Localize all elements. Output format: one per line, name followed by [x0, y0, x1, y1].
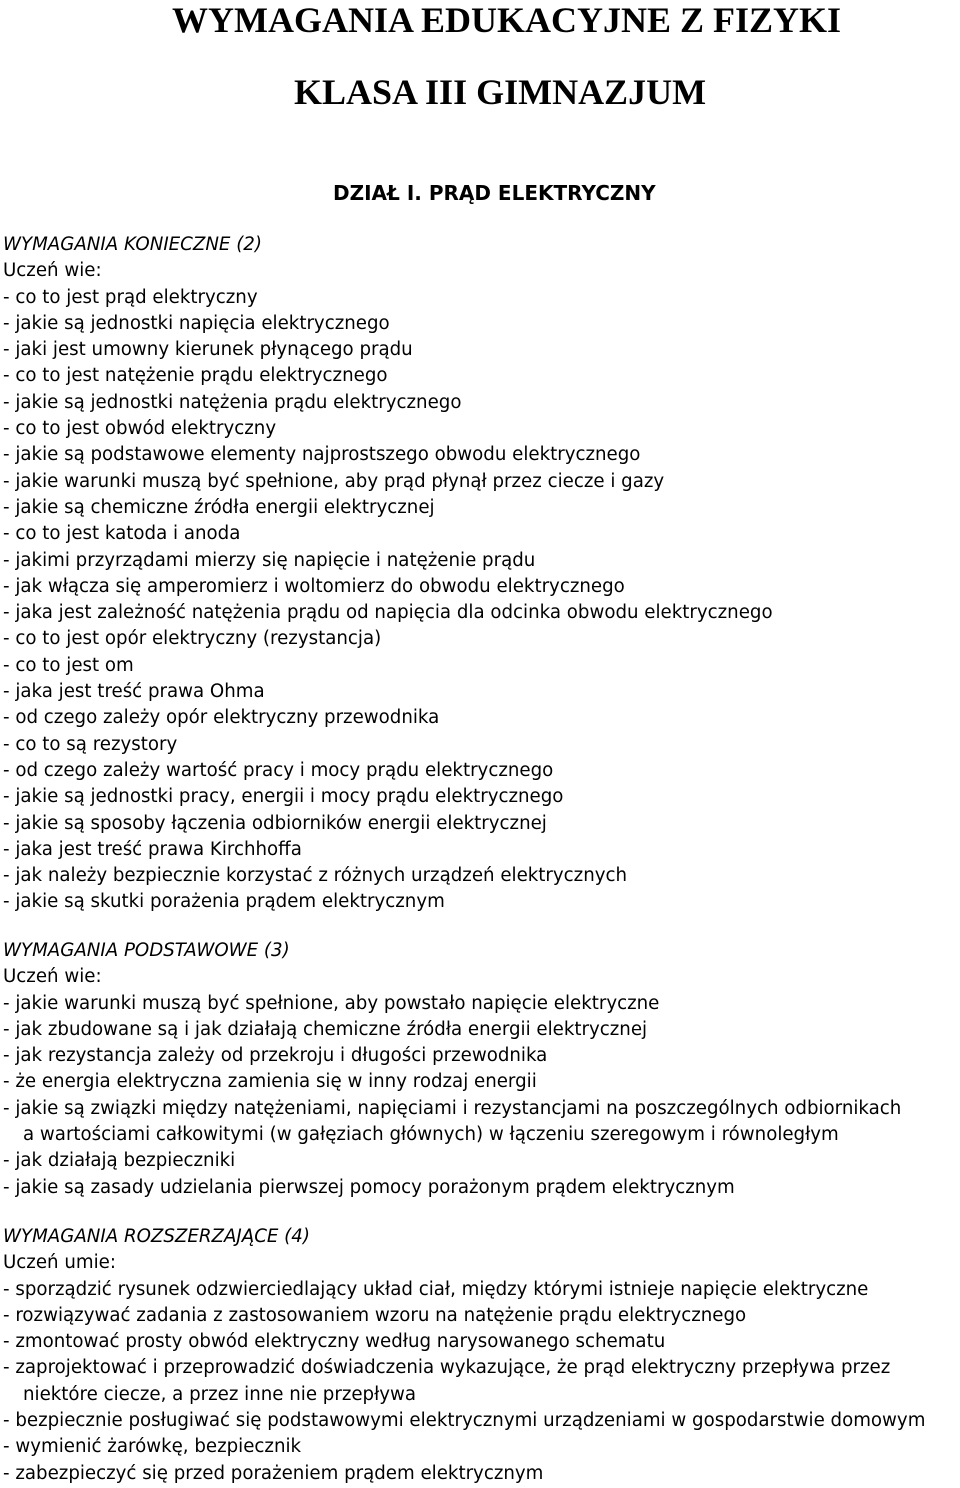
list-item-text: - jakie są związki między natężeniami, napięciami i rezystancjami na poszczególnych odbiornikach: [3, 1097, 902, 1119]
list-item-text: - od czego zależy wartość pracy i mocy prądu elektrycznego: [3, 759, 554, 781]
list-item: [3, 600, 773, 626]
list-item-text: - jak rezystancja zależy od przekroju i długości przewodnika: [3, 1045, 548, 1067]
list-item-text: - jakie są podstawowe elementy najprostszego obwodu elektrycznego: [3, 444, 641, 466]
list-item-text: - co to jest om: [3, 654, 134, 676]
list-item: [3, 1043, 901, 1069]
list-item: [3, 837, 773, 863]
list-item-text: - jakie warunki muszą być spełnione, aby prąd płynął przez ciecze i gazy: [3, 470, 665, 492]
list-item-text: - bezpiecznie posługiwać się podstawowymi elektrycznymi urządzeniami w gospodarstwie domowym: [3, 1410, 926, 1432]
list-item: [3, 416, 773, 442]
list-item-text: - jakie są skutki porażenia prądem elektrycznym: [3, 891, 445, 913]
list-item: [3, 1175, 901, 1201]
class-title: KLASA III GIMNAZJUM: [294, 72, 707, 112]
list-item: [3, 311, 773, 337]
list-item-text: - jak włącza się amperomierz i woltomierz do obwodu elektrycznego: [3, 575, 625, 597]
list-item: [3, 469, 773, 495]
list-item: [3, 1461, 925, 1487]
list-item-text: - jaka jest zależność natężenia prądu od napięcia dla odcinka obwodu elektrycznego: [3, 602, 773, 624]
list-item-text: - jakie są zasady udzielania pierwszej pomocy porażonym prądem elektrycznym: [3, 1176, 735, 1198]
list-item-text: - jakimi przyrządami mierzy się napięcie i natężenie prądu: [3, 549, 536, 571]
list-item: [3, 653, 773, 679]
list-item-continuation: a wartościami całkowitymi (w gałęziach głównych) w łączeniu szeregowym i równoległym: [23, 1124, 839, 1146]
list-item: [3, 442, 773, 468]
list-item: [3, 705, 773, 731]
group-label: Uczeń wie:: [3, 966, 102, 988]
list-item-text: - jakie są jednostki pracy, energii i mocy prądu elektrycznego: [3, 786, 564, 808]
group-label: Uczeń wie:: [3, 260, 102, 282]
list-item-text: - jaka jest treść prawa Ohma: [3, 681, 265, 703]
list-item: [3, 1434, 925, 1460]
list-item-text: - jaka jest treść prawa Kirchhoffa: [3, 838, 302, 860]
list-item-text: - sporządzić rysunek odzwierciedlający układ ciał, między którymi istnieje napięcie elektryczne: [3, 1278, 869, 1300]
list-item-text: - co to jest natężenie prądu elektrycznego: [3, 365, 388, 387]
list-item-text: - rozwiązywać zadania z zastosowaniem wzoru na natężenie prądu elektrycznego: [3, 1304, 747, 1326]
document-title: WYMAGANIA EDUKACYJNE Z FIZYKI: [172, 0, 842, 40]
list-item: [3, 1069, 901, 1095]
section-title: DZIAŁ I. PRĄD ELEKTRYCZNY: [333, 181, 656, 205]
list-item-text: - co to jest obwód elektryczny: [3, 418, 277, 440]
list-item: [3, 679, 773, 705]
list-item-text: - że energia elektryczna zamienia się w inny rodzaj energii: [3, 1071, 537, 1093]
list-item-text: - co to są rezystory: [3, 733, 178, 755]
list-item: [3, 1096, 901, 1149]
list-item-text: - zaprojektować i przeprowadzić doświadczenia wykazujące, że prąd elektryczny przepływa przez: [3, 1357, 891, 1379]
list-item: [3, 758, 773, 784]
list-item: [3, 863, 773, 889]
requirements-group-extended: [3, 1224, 925, 1487]
list-item-text: - zmontować prosty obwód elektryczny według narysowanego schematu: [3, 1331, 666, 1353]
requirements-group-basic-required: [3, 232, 773, 916]
list-item: [3, 363, 773, 389]
group-heading: WYMAGANIA KONIECZNE (2): [3, 234, 262, 255]
list-item: [3, 337, 773, 363]
list-item: [3, 1355, 925, 1408]
list-item: [3, 1329, 925, 1355]
group-heading: WYMAGANIA PODSTAWOWE (3): [3, 940, 290, 961]
list-item-text: - jak zbudowane są i jak działają chemiczne źródła energii elektrycznej: [3, 1018, 648, 1040]
list-item: [3, 574, 773, 600]
list-item: [3, 521, 773, 547]
list-item: [3, 811, 773, 837]
list-item: [3, 889, 773, 915]
list-item: [3, 1408, 925, 1434]
group-label: Uczeń umie:: [3, 1252, 116, 1274]
list-item-text: - co to jest prąd elektryczny: [3, 286, 258, 308]
list-item: [3, 548, 773, 574]
list-item-text: - od czego zależy opór elektryczny przewodnika: [3, 707, 440, 729]
list-item: [3, 390, 773, 416]
list-item: [3, 1303, 925, 1329]
list-item-text: - jakie są chemiczne źródła energii elektrycznej: [3, 496, 435, 518]
list-item-text: - jaki jest umowny kierunek płynącego prądu: [3, 339, 413, 361]
list-item-text: - jak należy bezpiecznie korzystać z różnych urządzeń elektrycznych: [3, 865, 628, 887]
list-item-text: - jakie są jednostki napięcia elektrycznego: [3, 312, 390, 334]
list-item: [3, 1017, 901, 1043]
list-item-text: - zabezpieczyć się przed porażeniem prądem elektrycznym: [3, 1462, 544, 1484]
requirements-list: [3, 991, 901, 1201]
list-item: [3, 495, 773, 521]
list-item-text: - jakie są jednostki natężenia prądu elektrycznego: [3, 391, 462, 413]
list-item-text: - wymienić żarówkę, bezpiecznik: [3, 1436, 302, 1458]
list-item: [3, 732, 773, 758]
list-item: [3, 626, 773, 652]
list-item: [3, 991, 901, 1017]
list-item: [3, 1148, 901, 1174]
requirements-list: [3, 285, 773, 916]
list-item-text: - co to jest opór elektryczny (rezystancja): [3, 628, 382, 650]
list-item-text: - jakie są sposoby łączenia odbiorników energii elektrycznej: [3, 812, 547, 834]
list-item-text: - co to jest katoda i anoda: [3, 523, 241, 545]
list-item: [3, 285, 773, 311]
list-item-continuation: niektóre ciecze, a przez inne nie przepływa: [23, 1383, 417, 1405]
requirements-list: [3, 1277, 925, 1487]
list-item: [3, 784, 773, 810]
list-item: [3, 1277, 925, 1303]
list-item-text: - jak działają bezpieczniki: [3, 1150, 236, 1172]
list-item-text: - jakie warunki muszą być spełnione, aby powstało napięcie elektryczne: [3, 992, 660, 1014]
requirements-group-basic: [3, 938, 901, 1201]
group-heading: WYMAGANIA ROZSZERZAJĄCE (4): [3, 1226, 310, 1247]
